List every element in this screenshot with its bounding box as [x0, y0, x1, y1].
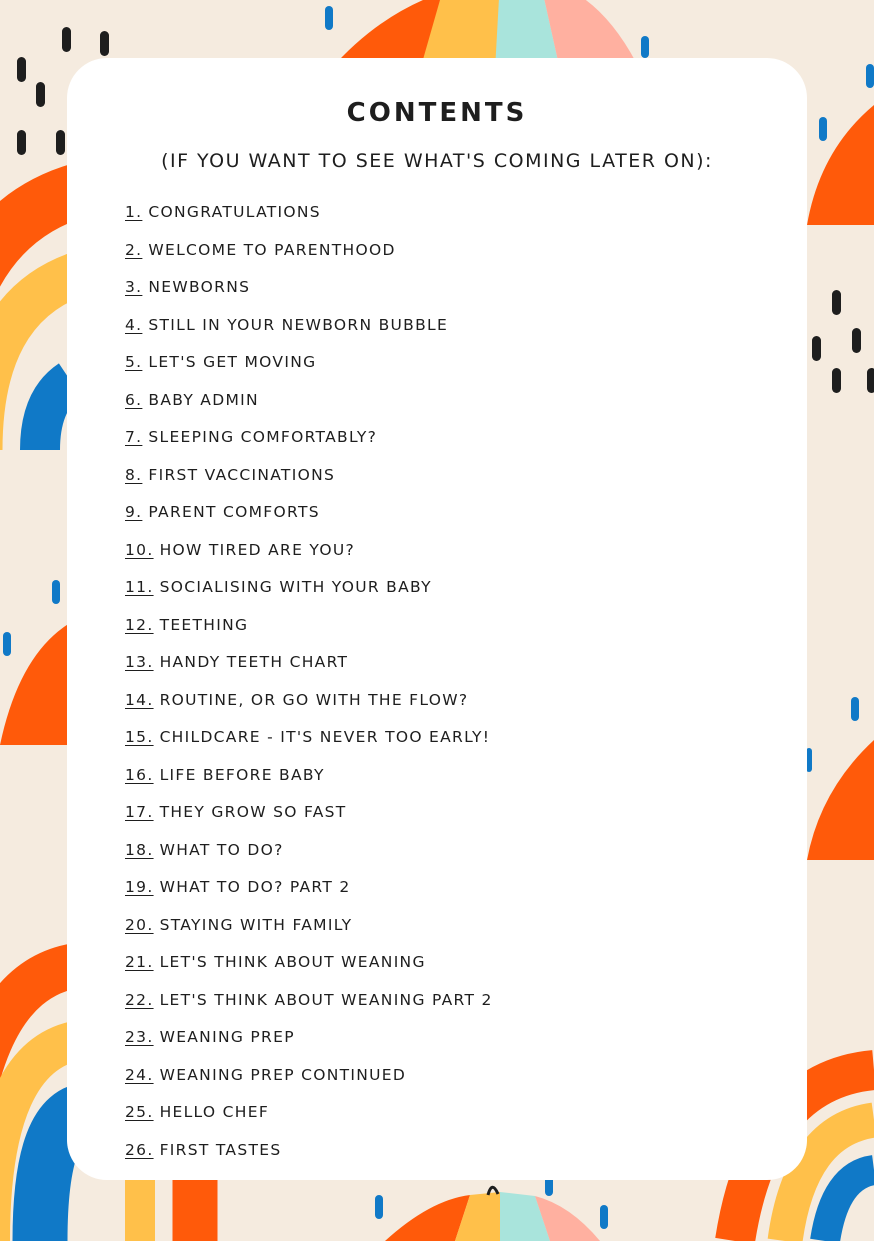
contents-item-label: LET'S THINK ABOUT WEANING PART 2: [159, 990, 493, 1009]
contents-item-number: 14.: [125, 690, 154, 709]
bottom-umbrella-shape: [385, 1187, 600, 1241]
contents-item-label: TEETHING: [159, 615, 249, 634]
contents-item-label: HANDY TEETH CHART: [159, 653, 349, 671]
contents-list: [125, 199, 765, 1174]
contents-item: [125, 837, 765, 875]
contents-item: [125, 762, 765, 800]
left-rainbow-middle-shape: [0, 620, 75, 745]
contents-item-number: 25.: [125, 1103, 154, 1121]
contents-item-label: LET'S GET MOVING: [148, 353, 317, 371]
contents-item-label: HELLO CHEF: [159, 1103, 270, 1121]
contents-item: [125, 199, 765, 237]
contents-item-label: STAYING WITH FAMILY: [159, 915, 353, 934]
contents-item: [125, 912, 765, 950]
page-title: CONTENTS: [346, 98, 528, 128]
contents-item-label: PARENT COMFORTS: [148, 503, 320, 521]
contents-item: [125, 574, 765, 612]
contents-item: [125, 1024, 765, 1062]
contents-item: [125, 499, 765, 537]
contents-item-number: 20.: [125, 915, 154, 934]
contents-item-label: WHAT TO DO?: [159, 840, 284, 859]
contents-item-label: BABY ADMIN: [148, 390, 259, 409]
contents-item-number: 2.: [125, 240, 143, 259]
contents-item: [125, 687, 765, 725]
contents-item: [125, 1062, 765, 1100]
contents-item-number: 9.: [125, 503, 143, 521]
contents-item-number: 21.: [125, 953, 154, 971]
contents-item: [125, 462, 765, 500]
contents-item-number: 24.: [125, 1065, 154, 1084]
contents-item-number: 8.: [125, 465, 143, 484]
contents-item: [125, 312, 765, 350]
contents-item: [125, 387, 765, 425]
contents-item-label: STILL IN YOUR NEWBORN BUBBLE: [148, 315, 449, 334]
contents-item-label: LIFE BEFORE BABY: [159, 765, 325, 784]
contents-item-label: FIRST VACCINATIONS: [148, 465, 336, 484]
contents-item: [125, 424, 765, 462]
contents-item: [125, 274, 765, 312]
contents-item-number: 3.: [125, 278, 143, 296]
contents-item-number: 13.: [125, 653, 154, 671]
contents-item-number: 11.: [125, 578, 154, 596]
contents-item-label: SOCIALISING WITH YOUR BABY: [159, 578, 432, 596]
contents-item-number: 5.: [125, 353, 143, 371]
contents-item-label: THEY GROW SO FAST: [159, 803, 347, 821]
contents-item-number: 22.: [125, 990, 154, 1009]
contents-item-number: 7.: [125, 428, 143, 446]
dark-dots-right: [812, 290, 874, 393]
contents-item: [125, 649, 765, 687]
contents-item-label: ROUTINE, OR GO WITH THE FLOW?: [159, 690, 469, 709]
contents-item-label: NEWBORNS: [148, 278, 251, 296]
contents-item: [125, 1137, 765, 1175]
contents-item-number: 17.: [125, 803, 154, 821]
contents-item: [125, 612, 765, 650]
contents-item-number: 4.: [125, 315, 143, 334]
contents-item-number: 12.: [125, 615, 154, 634]
contents-item-number: 6.: [125, 390, 143, 409]
contents-item: [125, 987, 765, 1025]
contents-item-label: SLEEPING COMFORTABLY?: [148, 428, 378, 446]
contents-item: [125, 724, 765, 762]
contents-item: [125, 237, 765, 275]
contents-item: [125, 874, 765, 912]
contents-item-number: 15.: [125, 728, 154, 746]
contents-item-label: HOW TIRED ARE YOU?: [159, 540, 356, 559]
page-subtitle: (IF YOU WANT TO SEE WHAT'S COMING LATER ON):: [161, 150, 713, 172]
contents-item-number: 10.: [125, 540, 154, 559]
contents-item-number: 19.: [125, 878, 154, 896]
contents-item-number: 23.: [125, 1028, 154, 1046]
contents-item-label: CHILDCARE - IT'S NEVER TOO EARLY!: [159, 728, 491, 746]
contents-item-label: FIRST TASTES: [159, 1140, 282, 1159]
contents-item-label: WEANING PREP CONTINUED: [159, 1065, 407, 1084]
contents-item-label: WHAT TO DO? PART 2: [159, 878, 351, 896]
contents-item: [125, 349, 765, 387]
contents-item: [125, 949, 765, 987]
contents-item-label: CONGRATULATIONS: [148, 203, 321, 221]
contents-item-label: WELCOME TO PARENTHOOD: [148, 240, 396, 259]
contents-item: [125, 537, 765, 575]
contents-item: [125, 1099, 765, 1137]
contents-item-label: LET'S THINK ABOUT WEANING: [159, 953, 426, 971]
contents-item-number: 18.: [125, 840, 154, 859]
contents-item-number: 1.: [125, 203, 143, 221]
contents-item-number: 16.: [125, 765, 154, 784]
contents-item-number: 26.: [125, 1140, 154, 1159]
right-rainbow-middle-shape: [807, 740, 874, 860]
contents-item: [125, 799, 765, 837]
contents-item-label: WEANING PREP: [159, 1028, 295, 1046]
